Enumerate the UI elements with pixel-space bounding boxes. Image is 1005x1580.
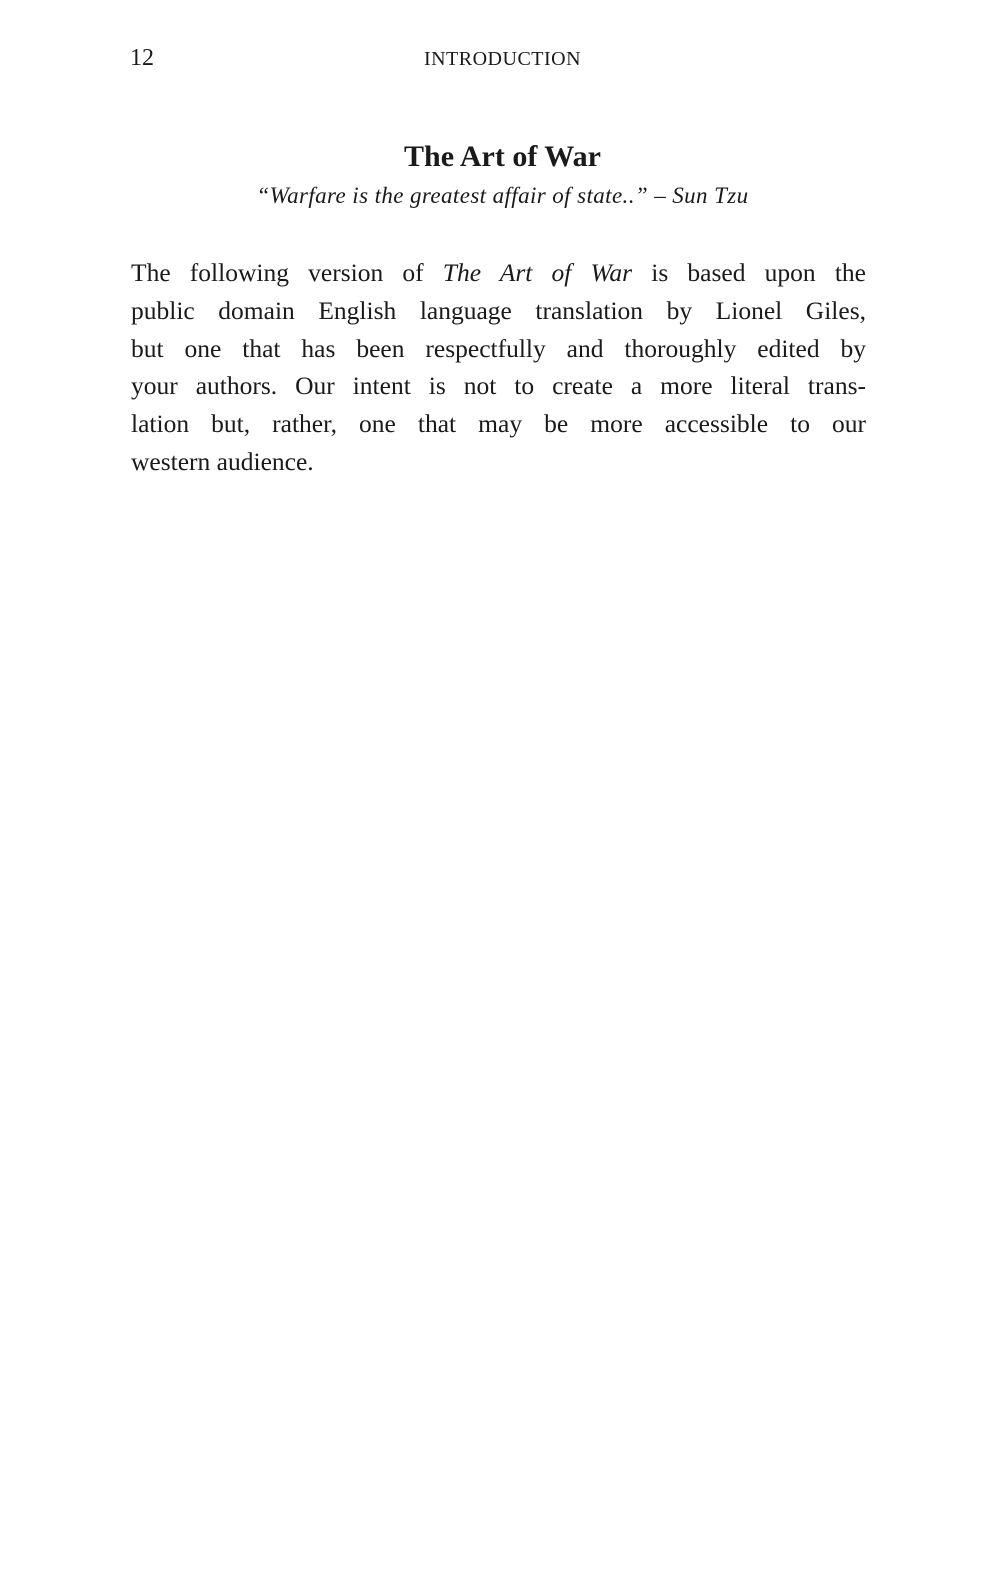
text-run: The following version of [131,258,443,287]
book-title-italic: The Art of War [442,258,633,287]
paragraph-line [131,254,866,292]
section-title: The Art of War [404,140,601,173]
text-run: is based upon the [632,258,866,287]
paragraph-line: public domain English language translation by Lionel Giles, [131,295,866,325]
body-paragraph [131,254,866,481]
paragraph-line: western audience. [131,446,314,476]
paragraph-line: lation but, rather, one that may be more accessible to our [131,409,866,439]
page-number: 12 [130,45,154,71]
running-head: INTRODUCTION [423,48,582,70]
paragraph-line: but one that has been respectfully and thoroughly edited by [131,333,866,363]
epigraph: “Warfare is the greatest affair of state..” – Sun Tzu [256,183,749,208]
paragraph-line: your authors. Our intent is not to create a more literal trans- [131,371,866,401]
